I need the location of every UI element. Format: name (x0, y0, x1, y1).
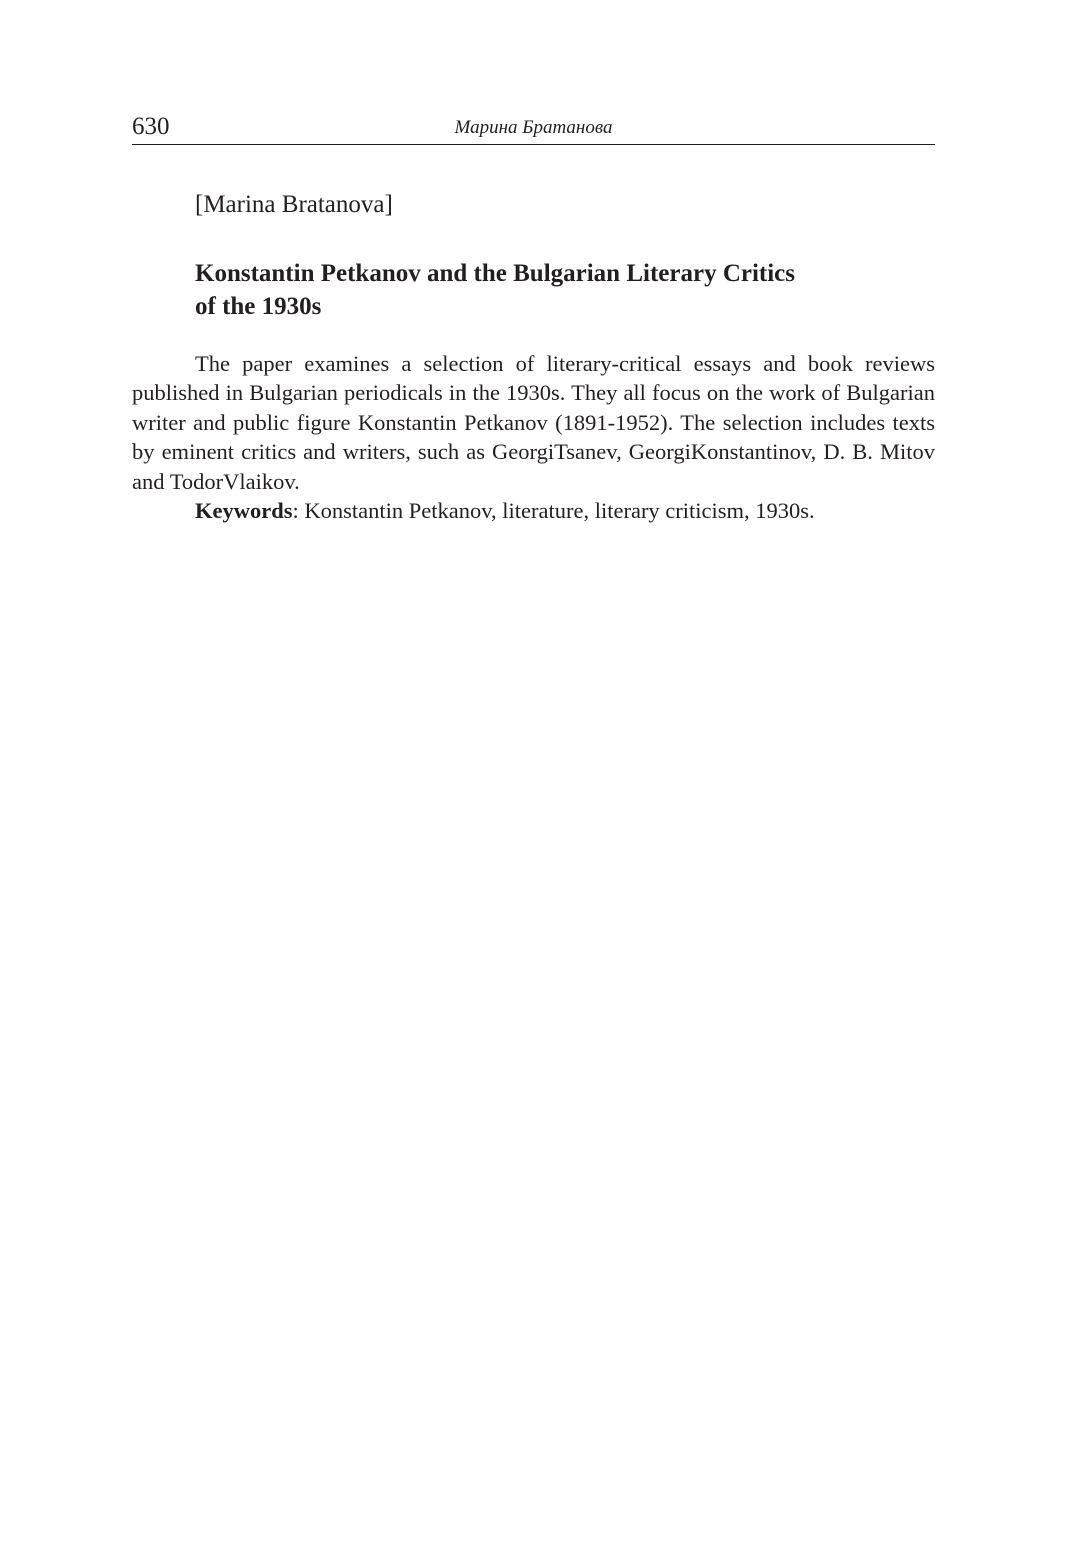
keywords-text: : Konstantin Petkanov, literature, literary criticism, 1930s. (292, 498, 815, 524)
page-number: 630 (132, 113, 170, 140)
paper-title (195, 257, 895, 323)
abstract (132, 349, 935, 525)
running-header (132, 108, 935, 145)
running-title: Марина Братанова (454, 117, 613, 138)
keywords-label: Keywords (195, 498, 293, 524)
paper-title-line-1: Konstantin Petkanov and the Bulgarian Literary Critics (195, 260, 796, 287)
keywords-paragraph (132, 496, 935, 525)
abstract-paragraph: The paper examines a selection of literary-critical essays and book reviews published in Bulgarian periodicals in the 1930s. They all focus on the work of Bulgarian writer and public figure Konstantin Petkanov (1891-1952). The selection includes texts by eminent critics and writers, such as GeorgiTsanev, GeorgiKonstantinov, D. B. Mitov and TodorVlaikov. (132, 351, 935, 494)
paper-title-line-2: of the 1930s (195, 293, 322, 320)
author-name: [Marina Bratanova] (195, 191, 393, 218)
